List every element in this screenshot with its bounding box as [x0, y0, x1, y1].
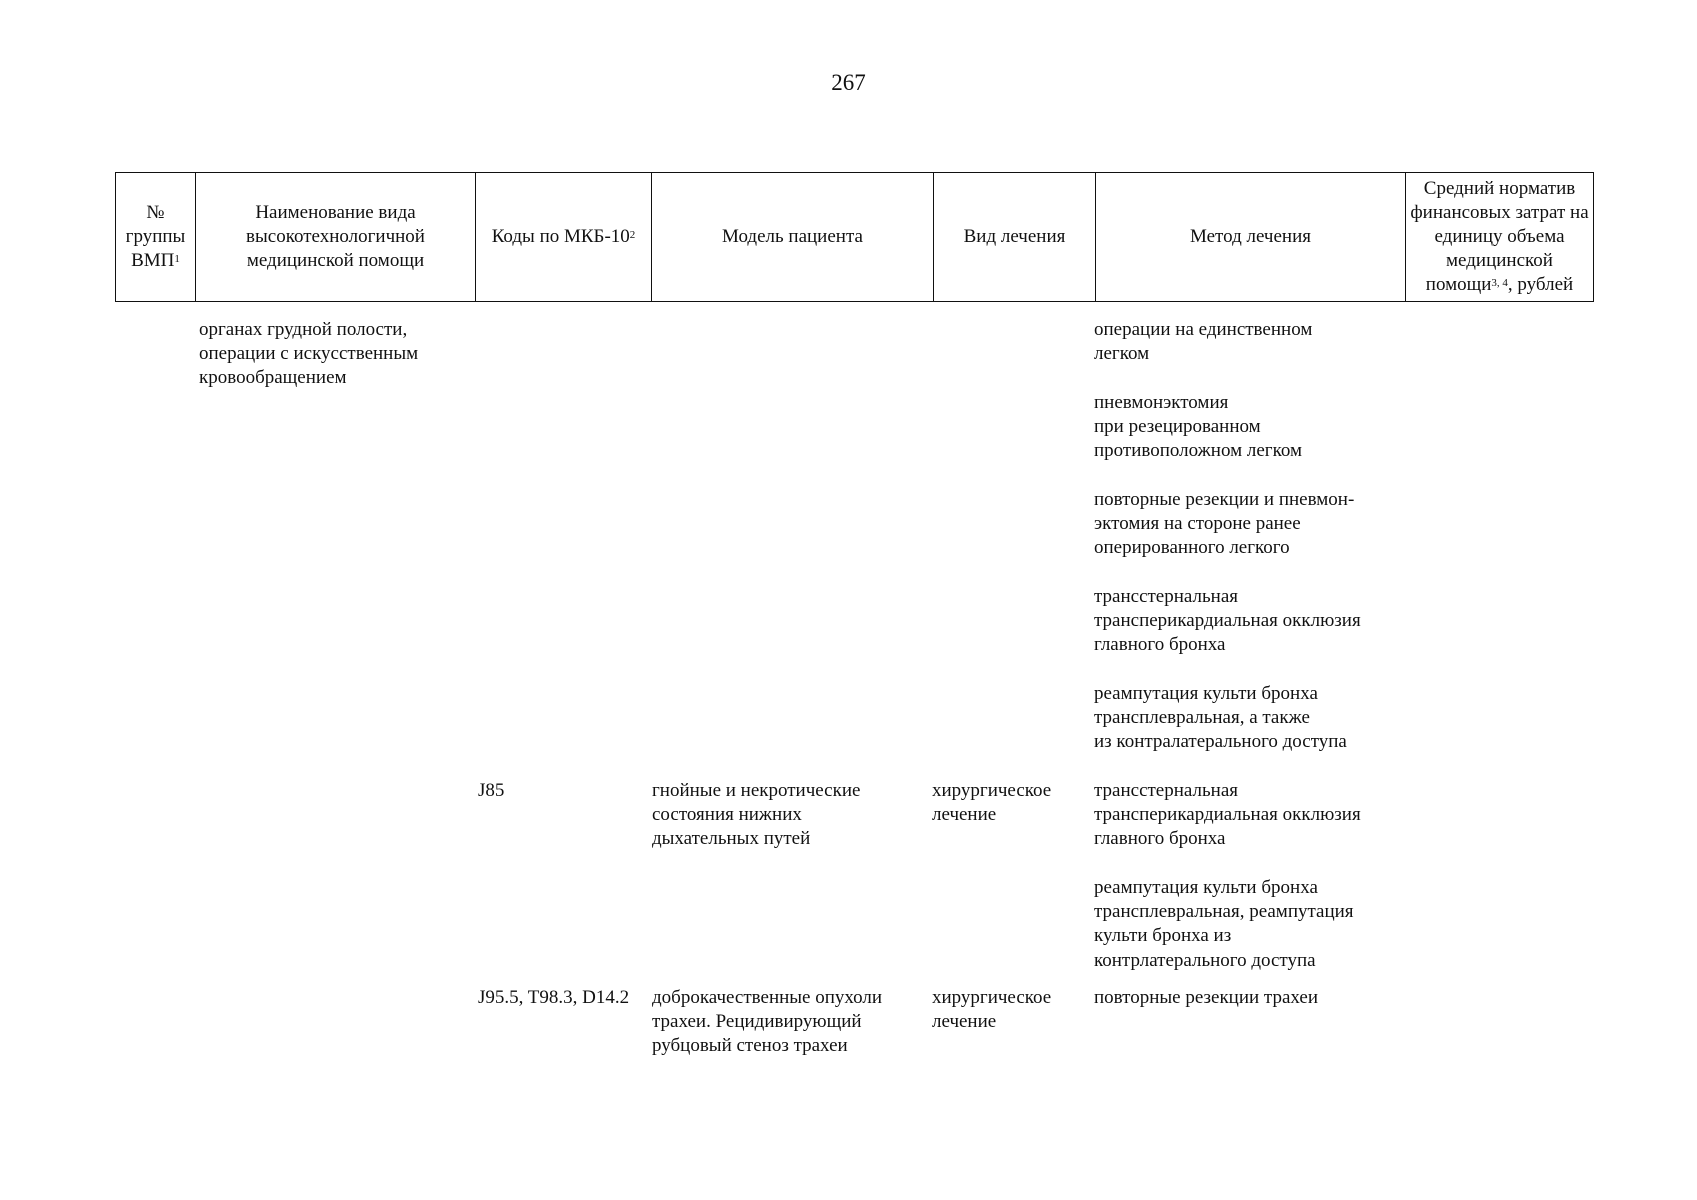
table-header: [115, 172, 1594, 302]
header-cost-standard: [1406, 173, 1594, 302]
treatment-type-cell: хирургическое лечение: [932, 780, 1052, 826]
header-icd-codes-text: Коды по МКБ-10: [491, 226, 630, 247]
header-cost-standard-unit: , рублей: [1507, 274, 1574, 295]
header-group-number-text: № группы ВМП: [125, 202, 186, 271]
page-number: 267: [831, 70, 866, 95]
icd-codes-cell: J95.5, T98.3, D14.2: [478, 987, 630, 1008]
method-item: реампутация культи бронха трансплевральная, а также из контралатерального доступа: [1094, 683, 1347, 753]
header-icd-codes: [476, 173, 652, 302]
method-item: трансстернальная трансперикардиальная окклюзия главного бронха: [1094, 586, 1361, 656]
method-item: пневмонэктомия при резецированном противоположном легком: [1094, 392, 1302, 462]
patient-model-cell: гнойные и некротические состояния нижних дыхательных путей: [652, 780, 861, 850]
header-treatment-method: Метод лечения: [1096, 173, 1406, 302]
footnote-1: 1: [174, 253, 180, 265]
header-cost-standard-text: Средний норматив финансовых затрат на единицу объема медицинской помощи: [1410, 178, 1589, 295]
method-item: реампутация культи бронха трансплевральная, реампутация культи бронха из контрлатерального доступа: [1094, 877, 1354, 971]
footnote-2: 2: [629, 229, 636, 241]
method-item: повторные резекции трахеи: [1094, 987, 1319, 1008]
patient-model-cell: доброкачественные опухоли трахеи. Рецидивирующий рубцовый стеноз трахеи: [652, 987, 883, 1057]
header-vmp-name: Наименование вида высокотехнологичной медицинской помощи: [196, 173, 476, 302]
header-group-number: [116, 173, 196, 302]
treatment-type-cell: хирургическое лечение: [932, 987, 1052, 1033]
header-treatment-type: Вид лечения: [934, 173, 1096, 302]
method-item: трансстернальная трансперикардиальная окклюзия главного бронха: [1094, 780, 1361, 850]
method-item: операции на единственном легком: [1094, 319, 1313, 365]
method-item: повторные резекции и пневмон- эктомия на стороне ранее оперированного легкого: [1094, 489, 1355, 559]
vmp-name-continuation: органах грудной полости, операции с искусственным кровообращением: [199, 319, 419, 389]
header-patient-model: Модель пациента: [652, 173, 934, 302]
footnote-3-4: 3, 4: [1491, 277, 1508, 289]
icd-codes-cell: J85: [478, 780, 505, 801]
